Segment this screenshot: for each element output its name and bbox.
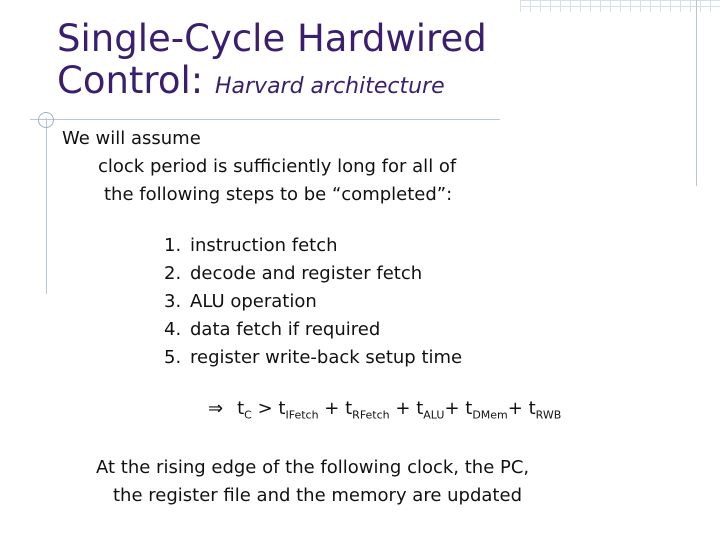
implies-arrow-icon: ⇒ — [208, 398, 224, 419]
timing-formula — [208, 398, 561, 422]
title-line-1: Single-Cycle Hardwired — [57, 17, 487, 60]
intro-line-2: clock period is sufficiently long for all of — [98, 156, 457, 177]
formula-t: t — [465, 398, 473, 419]
decorative-rule-left — [46, 118, 47, 294]
title-subtitle: Harvard architecture — [214, 74, 445, 99]
intro-line-1: We will assume — [62, 128, 201, 149]
list-item-number: 2. — [164, 263, 182, 284]
formula-t: t — [278, 398, 286, 419]
list-item-text: data fetch if required — [190, 319, 381, 340]
list-item-text: decode and register fetch — [190, 263, 423, 284]
closing-line-2: the register file and the memory are updated — [113, 485, 522, 506]
formula-sub-rfetch: RFetch — [352, 408, 390, 422]
formula-plus: + — [444, 398, 460, 419]
formula-sub-dmem: DMem — [472, 408, 508, 422]
formula-sub-ifetch: IFetch — [285, 408, 319, 422]
intro-line-3: the following steps to be “completed”: — [104, 184, 453, 205]
closing-line-1: At the rising edge of the following clock, the PC, — [96, 457, 530, 478]
formula-gt: > — [257, 398, 273, 419]
formula-sub-alu: ALU — [423, 408, 445, 422]
formula-t: t — [528, 398, 536, 419]
decorative-rule-horizontal — [30, 119, 500, 120]
slide-title — [57, 18, 487, 108]
formula-sub-c: C — [244, 408, 252, 422]
decorative-grid — [520, 0, 720, 12]
formula-plus: + — [507, 398, 523, 419]
title-line-2: Control: — [57, 59, 204, 102]
list-item-text: register write-back setup time — [190, 347, 463, 368]
formula-t: t — [237, 398, 245, 419]
list-item — [164, 288, 462, 316]
formula-sub-rwb: RWB — [535, 408, 562, 422]
formula-plus: + — [324, 398, 340, 419]
formula-t: t — [416, 398, 424, 419]
list-item-text: ALU operation — [190, 291, 317, 312]
list-item-number: 1. — [164, 235, 182, 256]
intro-text — [62, 125, 456, 209]
list-item-text: instruction fetch — [190, 235, 338, 256]
decorative-ring-icon — [38, 112, 54, 128]
list-item — [164, 344, 462, 372]
list-item — [164, 260, 462, 288]
closing-text — [96, 454, 529, 510]
list-item-number: 3. — [164, 291, 182, 312]
list-item — [164, 316, 462, 344]
list-item — [164, 232, 462, 260]
steps-list — [164, 232, 462, 372]
decorative-rule-right — [696, 0, 697, 186]
formula-t: t — [345, 398, 353, 419]
list-item-number: 4. — [164, 319, 182, 340]
list-item-number: 5. — [164, 347, 182, 368]
formula-plus: + — [395, 398, 411, 419]
